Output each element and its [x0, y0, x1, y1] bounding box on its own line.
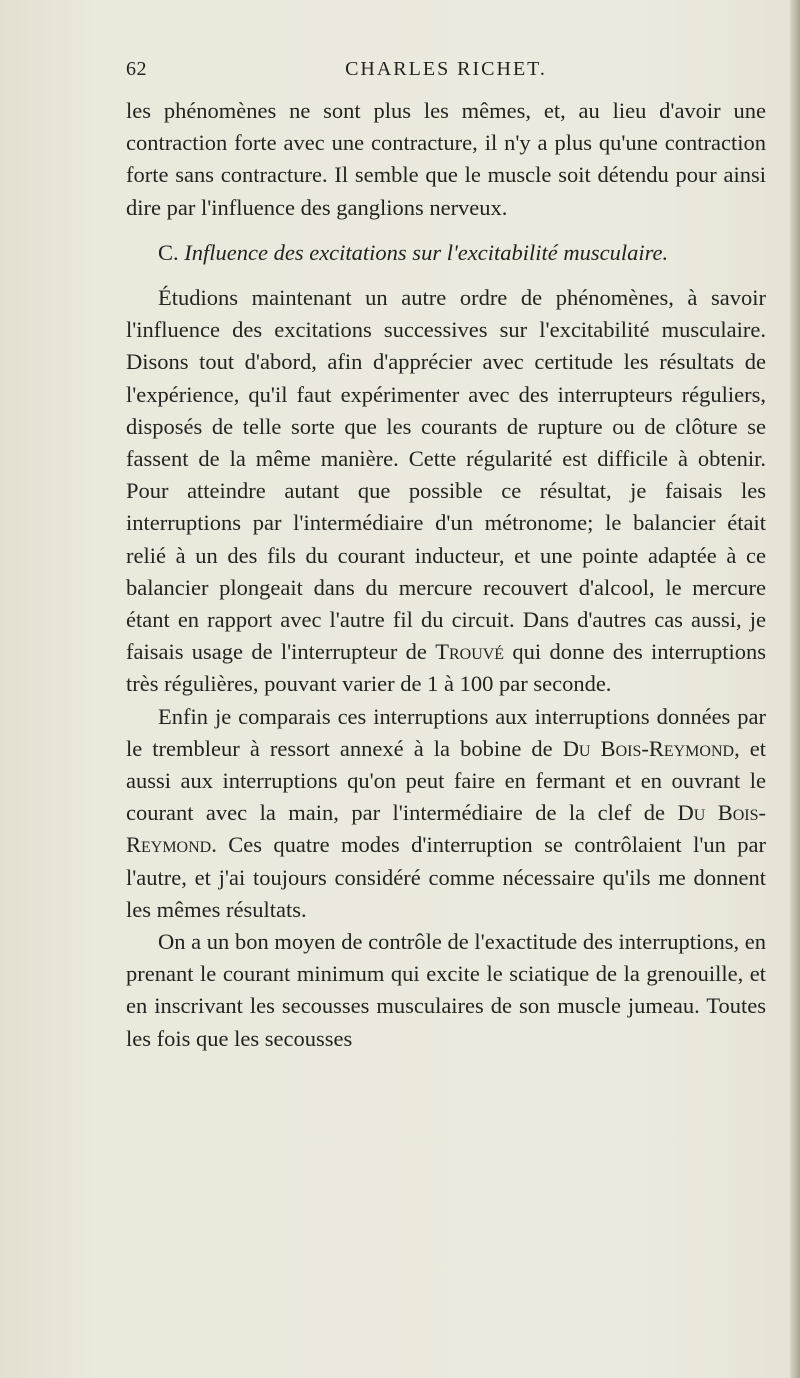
paragraph-text: Étudions maintenant un autre ordre de phénomènes, à savoir l'influence des excitations successives sur l'excitabilité musculaire. Disons tout d'abord, afin d'apprécier avec certitude les résultats de l'expérience, qu'il faut expérimenter avec des interrupteurs réguliers, disposés de telle sorte que les courants de rupture ou de clôture se fassent de la même manière. Cette régularité est difficile à obtenir. Pour atteindre autant que possible ce résultat, je faisais les interruptions par l'intermédiaire d'un métronome; le balancier était relié à un des fils du courant inducteur, et une pointe adaptée à ce balancier plongeait dans du mercure recouvert d'alcool, le mercure étant en rapport avec l'autre fil du circuit. Dans d'autres cas aussi, je faisais usage de l'interrupteur de	[126, 285, 766, 665]
author-name: Du Bois-Reymond	[562, 735, 735, 761]
author-name: Trouvé	[435, 639, 505, 665]
paragraph-text: Enfin je comparais ces interruptions aux interruptions données par le trembleur à ressort annexé à la bobine de	[126, 703, 766, 761]
paragraph	[126, 701, 766, 926]
page-header	[126, 58, 766, 88]
running-head: CHARLES RICHET.	[345, 58, 547, 80]
paragraph	[126, 282, 766, 701]
section-heading	[126, 237, 766, 269]
paragraph: On a un bon moyen de contrôle de l'exactitude des interruptions, en prenant le courant minimum qui excite le sciatique de la grenouille, et en inscrivant les secousses musculaires de son muscle jumeau. Toutes les fois que les secousses	[126, 929, 766, 1051]
section-label: C.	[158, 239, 179, 265]
body-text	[126, 95, 766, 1055]
section-title: Influence des excitations sur l'excitabilité musculaire.	[184, 239, 669, 265]
page-number: 62	[126, 58, 147, 80]
page-edge	[790, 0, 800, 1378]
paragraph-text: qui donne des interruptions très régulières, pouvant varier de 1 à 100 par seconde.	[126, 639, 767, 697]
paragraph-text: . Ces quatre modes d'interruption se contrôlaient l'un par l'autre, et j'ai toujours considéré comme nécessaire qu'ils me donnent les mêmes résultats.	[126, 832, 766, 922]
paragraph-continued: les phénomènes ne sont plus les mêmes, et, au lieu d'avoir une contraction forte avec une contracture, il n'y a plus qu'une contraction forte sans contracture. Il semble que le muscle soit détendu pour ainsi dire par l'influence des ganglions nerveux.	[126, 98, 766, 220]
author-name: Du Bois-Reymond	[126, 800, 766, 858]
paragraph-text: , et aussi aux interruptions qu'on peut faire en fermant et en ouvrant le courant avec la main, par l'intermédiaire de la clef de	[126, 735, 767, 826]
